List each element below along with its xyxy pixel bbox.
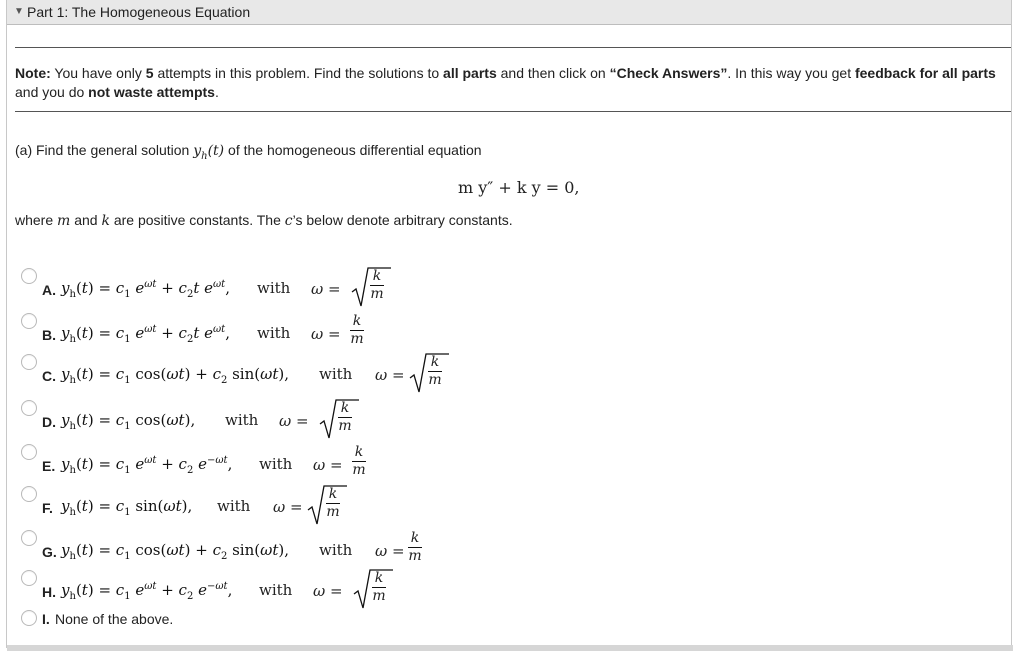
option-letter: I. — [42, 611, 50, 627]
triangle-down-icon[interactable]: ▼ — [14, 6, 24, 17]
square-root-icon — [351, 266, 391, 308]
option-letter: E. — [42, 458, 56, 474]
option-text: None of the above. — [55, 611, 174, 627]
k-over-m-fraction: k m — [370, 268, 384, 302]
omega-label: ω = — [313, 582, 343, 600]
attempts-note: Note: You have only 5 attempts in this problem. Find the solutions to all parts and then click on “Check Answers”. In this way you get feedback for all parts and you do not waste attempts. — [15, 65, 996, 100]
option-b[interactable] — [15, 313, 715, 353]
with-label: with — [319, 365, 353, 383]
option-a[interactable] — [15, 268, 715, 308]
option-formula: $y_h(t) = c_1$ $e^{\omega t} + c_2t$ $e^{\omega t}$, — [61, 324, 230, 345]
omega-label: ω = — [375, 542, 405, 560]
with-label: with — [225, 411, 259, 429]
option-letter: G. — [42, 544, 57, 560]
option-formula: $y_h(t) = c_1$ $e^{\omega t} + c_2$ $e^{-\omega t}$, — [61, 455, 233, 476]
radio-button[interactable] — [21, 268, 37, 284]
square-root-icon — [307, 484, 347, 526]
option-f[interactable] — [15, 486, 715, 526]
with-label: with — [257, 324, 291, 342]
differential-equation: m y″ + k y = 0, — [458, 178, 580, 197]
radio-button[interactable] — [21, 530, 37, 546]
omega-label: ω = — [311, 280, 341, 298]
radio-button[interactable] — [21, 313, 37, 329]
option-h[interactable] — [15, 570, 715, 610]
part-title: Part 1: The Homogeneous Equation — [27, 4, 251, 20]
option-i[interactable] — [15, 610, 715, 650]
omega-label: ω = — [279, 412, 309, 430]
part-header[interactable] — [7, 0, 1011, 25]
option-g[interactable] — [15, 530, 715, 570]
with-label: with — [319, 541, 353, 559]
omega-label: ω = — [273, 498, 303, 516]
radio-button[interactable] — [21, 486, 37, 502]
radio-button[interactable] — [21, 570, 37, 586]
with-label: with — [259, 455, 293, 473]
divider-top — [15, 47, 1011, 48]
with-label: with — [217, 497, 251, 515]
option-e[interactable] — [15, 444, 715, 484]
radio-button[interactable] — [21, 400, 37, 416]
option-formula: $y_h(t) = c_1$ $\cos(\omega t) + c_2$ sin(ωt), — [61, 541, 290, 562]
k-over-m-fraction: k m — [338, 400, 352, 434]
radio-button[interactable] — [21, 444, 37, 460]
omega-label: ω = — [375, 366, 405, 384]
constants-note: where m and k are positive constants. The c’s below denote arbitrary constants. — [15, 212, 513, 229]
option-formula: $y_h(t) = c_1$ cos(ωt), — [61, 411, 196, 432]
option-letter: A. — [42, 282, 56, 298]
option-letter: B. — [42, 327, 56, 343]
k-over-m-fraction: k m — [352, 444, 366, 478]
option-c[interactable] — [15, 354, 715, 394]
square-root-icon — [319, 398, 359, 440]
option-formula: $y_h(t) = c_1$ $e^{\omega t} + c_2$ $e^{-\omega t}$, — [61, 581, 233, 602]
option-letter: H. — [42, 584, 56, 600]
square-root-icon — [353, 568, 393, 610]
question-prompt: (a) Find the general solution $y_h(t)$ of the homogeneous differential equation — [15, 142, 482, 162]
option-formula: $y_h(t) = c_1$ $e^{\omega t} + c_2t$ $e^{\omega t}$, — [61, 279, 230, 300]
k-over-m-fraction: k m — [428, 354, 442, 388]
k-over-m-fraction: k m — [372, 570, 386, 604]
option-letter: F. — [42, 500, 53, 516]
k-over-m-fraction: k m — [350, 313, 364, 347]
k-over-m-fraction: k m — [408, 530, 422, 564]
k-over-m-fraction: k m — [326, 486, 340, 520]
omega-label: ω = — [313, 456, 343, 474]
with-label: with — [259, 581, 293, 599]
problem-panel — [6, 0, 1012, 648]
radio-button[interactable] — [21, 610, 37, 626]
omega-label: ω = — [311, 325, 341, 343]
option-formula: $y_h(t) = c_1$ sin(ωt), — [61, 497, 193, 518]
option-formula: $y_h(t) = c_1$ $\cos(\omega t) + c_2$ sin(ωt), — [61, 365, 290, 386]
option-d[interactable] — [15, 400, 715, 440]
square-root-icon — [409, 352, 449, 394]
with-label: with — [257, 279, 291, 297]
option-letter: D. — [42, 414, 56, 430]
divider-bottom — [15, 111, 1011, 112]
radio-button[interactable] — [21, 354, 37, 370]
option-letter: C. — [42, 368, 56, 384]
panel-bottom-bar — [7, 645, 1013, 651]
